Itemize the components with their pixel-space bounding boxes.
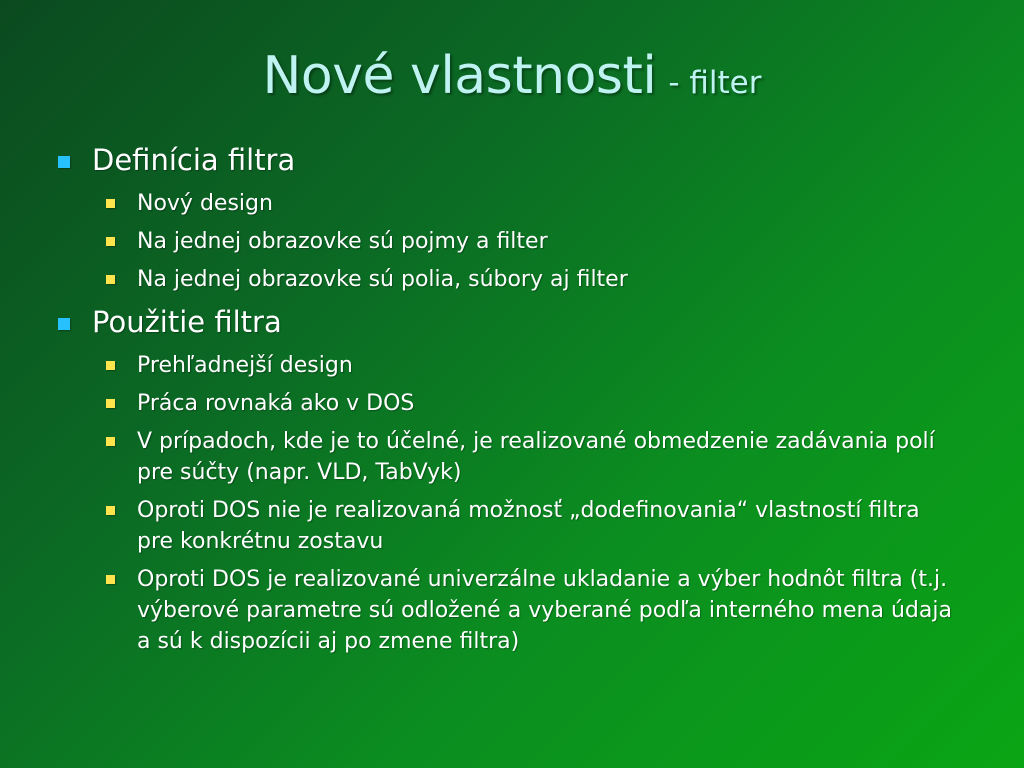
section-label: Použitie filtra (92, 305, 282, 339)
section-definicia-filtra (58, 140, 958, 180)
list-item-text: Nový design (137, 191, 273, 216)
section-pouzitie-filtra (58, 302, 958, 342)
list-item-text: V prípadoch, kde je to účelné, je realizované obmedzenie zadávania polí pre súčty (napr. VLD, TabVyk) (137, 429, 935, 485)
list-item (106, 188, 958, 219)
section-label: Definícia filtra (92, 143, 296, 177)
square-bullet-icon (106, 506, 115, 515)
bullet-list (58, 136, 958, 664)
square-bullet-icon (106, 237, 115, 246)
square-bullet-icon (58, 156, 70, 168)
square-bullet-icon (106, 399, 115, 408)
list-item-text: Práca rovnaká ako v DOS (137, 391, 415, 416)
list-item-text: Oproti DOS nie je realizovaná možnosť „dodefinovania“ vlastností filtra pre konkrétnu zostavu (137, 498, 920, 554)
title-main: Nové vlastnosti (262, 46, 657, 106)
list-item (106, 426, 958, 488)
title-subtitle: - filter (668, 65, 762, 101)
list-item-text: Na jednej obrazovke sú pojmy a filter (137, 229, 548, 254)
list-item (106, 350, 958, 381)
list-item (106, 495, 958, 557)
list-item-text: Na jednej obrazovke sú polia, súbory aj filter (137, 267, 628, 292)
list-item (106, 564, 958, 657)
list-item-text: Prehľadnejší design (137, 353, 353, 378)
slide-title (0, 46, 1024, 106)
square-bullet-icon (58, 318, 70, 330)
list-item (106, 388, 958, 419)
square-bullet-icon (106, 275, 115, 284)
square-bullet-icon (106, 575, 115, 584)
list-item (106, 264, 958, 295)
list-item-text: Oproti DOS je realizované univerzálne ukladanie a výber hodnôt filtra (t.j. výberové parametre sú odložené a vyberané podľa interného mena údaja a sú k dispozícii aj po zmene filtra) (137, 567, 952, 654)
list-item (106, 226, 958, 257)
square-bullet-icon (106, 437, 115, 446)
square-bullet-icon (106, 361, 115, 370)
square-bullet-icon (106, 199, 115, 208)
